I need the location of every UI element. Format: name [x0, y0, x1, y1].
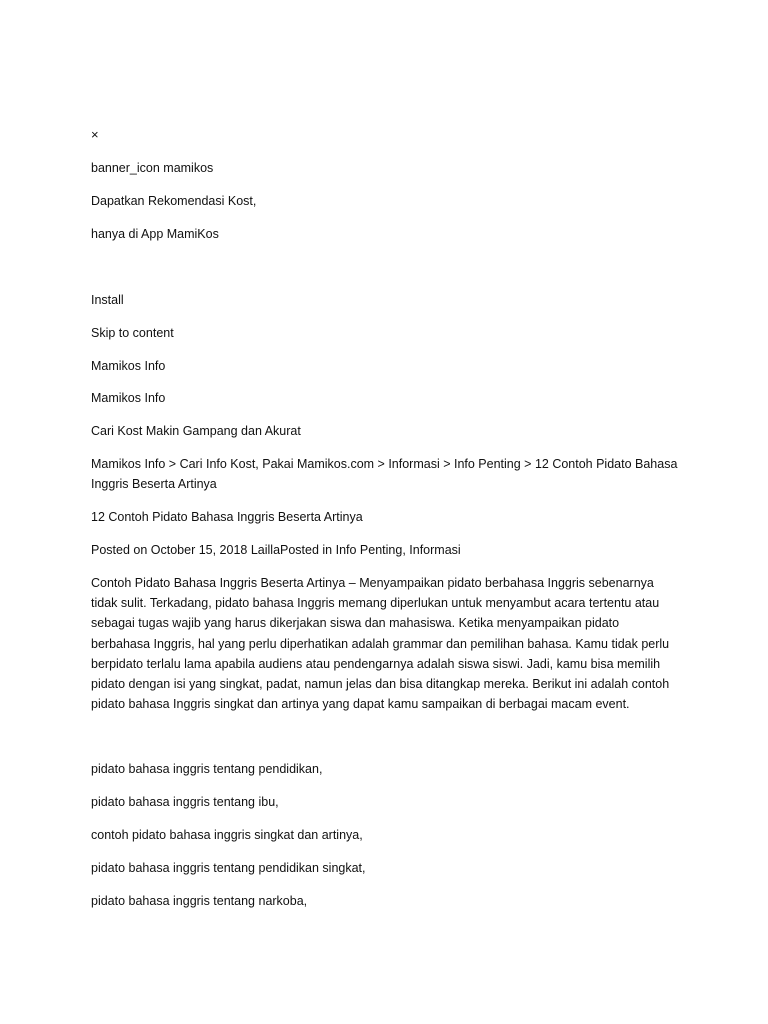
banner-line-1: Dapatkan Rekomendasi Kost, — [91, 194, 257, 208]
skip-to-content-link[interactable]: Skip to content — [91, 326, 174, 340]
keyword-item: pidato bahasa inggris tentang pendidikan, — [91, 762, 323, 776]
site-title-secondary[interactable]: Mamikos Info — [91, 391, 166, 405]
site-tagline: Cari Kost Makin Gampang dan Akurat — [91, 424, 301, 438]
install-button[interactable]: Install — [91, 293, 124, 307]
keyword-item: pidato bahasa inggris tentang pendidikan singkat, — [91, 861, 366, 875]
close-icon[interactable]: × — [91, 127, 99, 142]
breadcrumb[interactable]: Mamikos Info > Cari Info Kost, Pakai Mamikos.com > Informasi > Info Penting > 12 Contoh Pidato Bahasa Inggris Beserta Artinya — [91, 457, 678, 491]
article-intro-paragraph: Contoh Pidato Bahasa Inggris Beserta Artinya – Menyampaikan pidato berbahasa Inggris sebenarnya tidak sulit. Terkadang, pidato bahasa Inggris memang diperlukan untuk menyambut acara tertentu atau sebagai tugas wajib yang harus dikerjakan siswa dan mahasiswa. Ketika menyampaikan pidato berbahasa Inggris, hal yang perlu diperhatikan adalah grammar dan pemilihan bahasa. Kamu tidak perlu berpidato terlalu lama apabila audiens atau pendengarnya adalah siswa siswi. Jadi, kamu bisa memilih pidato dengan isi yang singkat, padat, namun jelas dan bisa ditangkap mereka. Berikut ini adalah contoh pidato bahasa Inggris singkat dan artinya yang dapat kamu sampaikan di berbagai macam event. — [91, 576, 670, 712]
page-title: 12 Contoh Pidato Bahasa Inggris Beserta Artinya — [91, 510, 363, 524]
keyword-item: pidato bahasa inggris tentang narkoba, — [91, 894, 308, 908]
keyword-item: pidato bahasa inggris tentang ibu, — [91, 795, 279, 809]
banner-line-2: hanya di App MamiKos — [91, 227, 219, 241]
keyword-item: contoh pidato bahasa inggris singkat dan artinya, — [91, 828, 363, 842]
banner-icon-alt-text: banner_icon mamikos — [91, 161, 214, 175]
post-meta: Posted on October 15, 2018 LaillaPosted in Info Penting, Informasi — [91, 543, 461, 557]
site-title[interactable]: Mamikos Info — [91, 359, 166, 373]
